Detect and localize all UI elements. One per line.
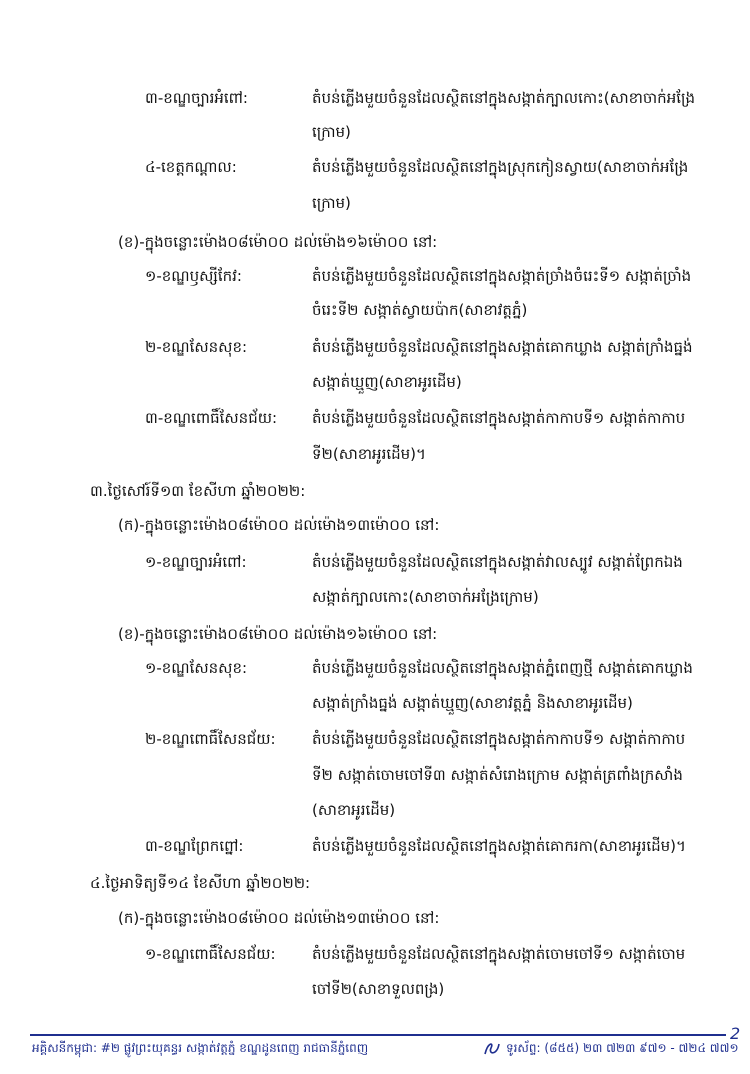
item-desc-line: តំបន់ភ្លើងមួយចំនួនដែលស្ថិតនៅក្នុងសង្កាត់ច្រាំងចំរេះទី១ សង្កាត់ច្រាំង [312,267,692,285]
item-desc-line: សង្កាត់ក្រាំងធ្នង់ សង្កាត់ឃ្មួញ(សាខាវត្តភ្នំ និងសាខាអូរដើម) [312,694,633,712]
item-desc-line: តំបន់ភ្លើងមួយចំនួនដែលស្ថិតនៅក្នុងសង្កាត់គោករកា(សាខាអូរដើម)។ [312,837,686,855]
item-desc-line: តំបន់ភ្លើងមួយចំនួនដែលស្ថិតនៅក្នុងសង្កាត់ភ្នំពេញថ្មី សង្កាត់គោកឃ្លាង [312,659,693,677]
time-range-heading: (ខ)-ក្នុងចន្លោះម៉ោង០៨ម៉ោ០០ ដល់ម៉ោង១៦ម៉ោ០០ នៅ: [118,233,438,251]
item-label: ១-ខណ្ឌឫស្សីកែវ: [145,267,242,285]
item-label: ២-ខណ្ឌសែនសុខ: [145,338,248,356]
footer-address: អគ្គិសនីកម្ពុជា: #២ ផ្លូវព្រះយុគន្ធរ សង្កាត់វត្តភ្នំ ខណ្ឌដូនពេញ រាជធានីភ្នំពេញ [32,1041,369,1055]
item-label: ៣-ខណ្ឌច្បារអំពៅ: [145,89,248,107]
item-label: ៤-ខេត្តកណ្តាល: [145,158,237,176]
page-mark: 2 [730,1024,741,1043]
item-desc-line: ទី២(សាខាអូរដើម)។ [312,445,426,463]
item-desc-line: ទី២ សង្កាត់ចោមចៅទី៣ សង្កាត់សំរោងក្រោម សង្កាត់ត្រពាំងក្រសាំង [312,766,683,784]
day-heading: ៤.ថ្ងៃអាទិត្យទី១៤ ខែសីហា ឆ្នាំ២០២២: [90,874,311,892]
item-desc-line: តំបន់ភ្លើងមួយចំនួនដែលស្ថិតនៅក្នុងសង្កាត់គោកឃ្លាង សង្កាត់ក្រាំងធ្នង់ [312,338,693,356]
item-desc-line: (សាខាអូរដើម) [312,801,396,819]
footer-phone: ទូរស័ព្ទ: (៨៥៥) ២៣ ៧២៣ ៩៧១ - ៧២៤ ៧៧១ [506,1041,739,1055]
item-label: ១-ខណ្ឌសែនសុខ: [145,659,248,677]
item-label: ១-ខណ្ឌច្បារអំពៅ: [145,553,247,571]
item-desc-line: តំបន់ភ្លើងមួយចំនួនដែលស្ថិតនៅក្នុងស្រុកកៀនស្វាយ(សាខាចាក់អង្រែ [312,158,689,176]
item-desc-line: សង្កាត់ក្បាលកោះ(សាខាចាក់អង្រែក្រោម) [312,588,539,606]
time-range-heading: (ខ)-ក្នុងចន្លោះម៉ោង០៨ម៉ោ០០ ដល់ម៉ោង១៦ម៉ោ០០ នៅ: [118,625,438,643]
item-desc-line: ក្រោម) [312,194,351,212]
item-desc-line: តំបន់ភ្លើងមួយចំនួនដែលស្ថិតនៅក្នុងសង្កាត់ក្បាលកោះ(សាខាចាក់អង្រែ [312,89,695,107]
item-desc-line: តំបន់ភ្លើងមួយចំនួនដែលស្ថិតនៅក្នុងសង្កាត់ចោមចៅទី១ សង្កាត់ចោម [312,945,686,963]
item-desc-line: ក្រោម) [312,123,351,141]
time-range-heading: (ក)-ក្នុងចន្លោះម៉ោង០៨ម៉ោ០០ ដល់ម៉ោង១៣ម៉ោ០០ នៅ: [118,516,440,534]
item-label: ៣-ខណ្ឌពោធិ៍សែនជ័យ: [145,409,278,427]
item-label: ៣-ខណ្ឌព្រែកព្នៅ: [145,837,244,855]
item-desc-line: សង្កាត់ឃ្មួញ(សាខាអូរដើម) [312,373,462,391]
signature-logo-icon [482,1038,502,1058]
item-desc-line: តំបន់ភ្លើងមួយចំនួនដែលស្ថិតនៅក្នុងសង្កាត់កាកាបទី១ សង្កាត់កាកាប [312,409,686,427]
item-label: ១-ខណ្ឌពោធិ៍សែនជ័យ: [145,945,276,963]
item-label: ២-ខណ្ឌពោធិ៍សែនជ័យ: [145,730,276,748]
time-range-heading: (ក)-ក្នុងចន្លោះម៉ោង០៨ម៉ោ០០ ដល់ម៉ោង១៣ម៉ោ០០ នៅ: [118,909,440,927]
footer-divider [30,1034,726,1036]
item-desc-line: ចៅទី២(សាខាទួលពង្រ) [312,980,445,998]
item-desc-line: តំបន់ភ្លើងមួយចំនួនដែលស្ថិតនៅក្នុងសង្កាត់កាកាបទី១ សង្កាត់កាកាប [312,730,686,748]
item-desc-line: តំបន់ភ្លើងមួយចំនួនដែលស្ថិតនៅក្នុងសង្កាត់វាលស្បូវ សង្កាត់ព្រែកឯង [312,553,683,571]
day-heading: ៣.ថ្ងៃសៅរ៍ទី១៣ ខែសីហា ឆ្នាំ២០២២: [90,482,306,500]
item-desc-line: ចំរេះទី២ សង្កាត់ស្វាយប៉ាក(សាខាវត្តភ្នំ) [312,301,528,319]
